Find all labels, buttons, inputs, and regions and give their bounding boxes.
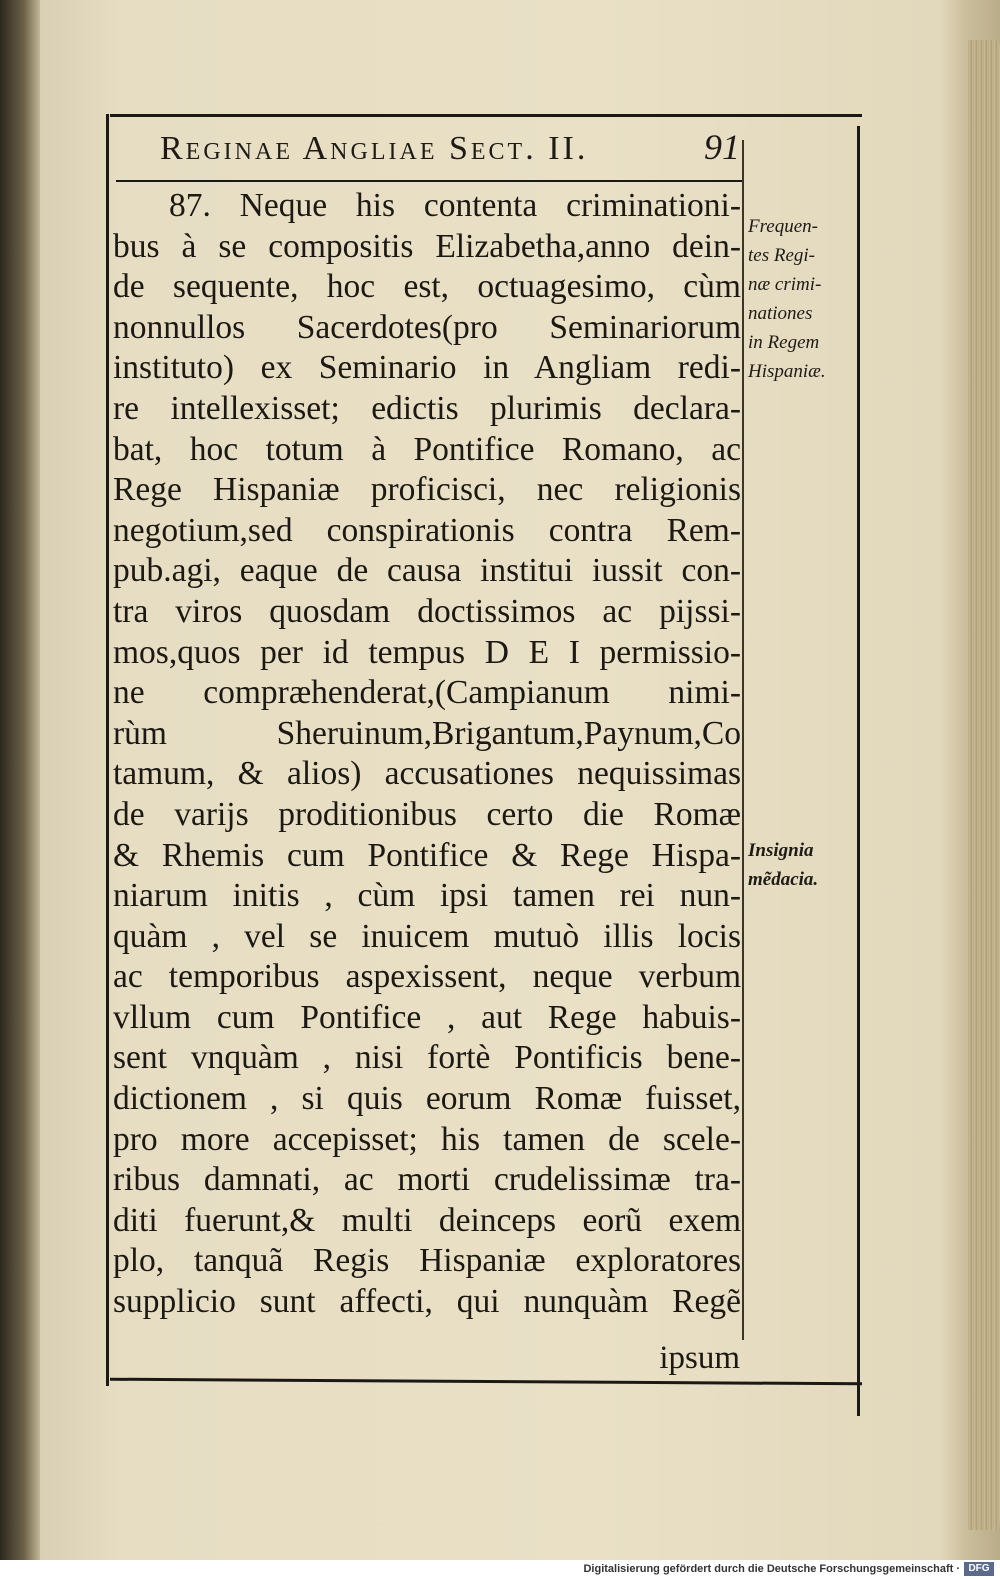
- margin-note-lies: [748, 836, 860, 894]
- text-line: diti fuerunt,& multi deinceps eorũ exem: [113, 1201, 741, 1239]
- text-line: & Rhemis cum Pontifice & Rege Hispa-: [113, 836, 741, 874]
- header-rule: [116, 180, 744, 182]
- text-line: ac temporibus aspexissent, neque verbum: [113, 958, 741, 996]
- text-line: tra viros quosdam doctissimos ac pijssi-: [113, 592, 741, 630]
- text-line: de sequente, hoc est, octuagesimo, cùm: [113, 268, 741, 306]
- text-line: sent vnquàm , nisi fortè Pontificis bene-: [113, 1039, 741, 1077]
- text-line: plo, tanquã Regis Hispaniæ exploratores: [113, 1242, 741, 1280]
- text-line: ribus damnati, ac morti crudelissimæ tra-: [113, 1161, 741, 1199]
- margin-note-line: tes Regi-: [748, 245, 816, 266]
- text-line: negotium,sed conspirationis contra Rem-: [113, 511, 741, 549]
- text-line: bus à se compositis Elizabetha,anno dein-: [113, 227, 741, 265]
- text-line: niarum initis , cùm ipsi tamen rei nun-: [113, 877, 741, 915]
- margin-note-accusations: [748, 212, 860, 386]
- frame-rule-top: [110, 114, 862, 117]
- text-line: supplicio sunt affecti, qui nunquàm Regẽ: [113, 1283, 741, 1321]
- left-page-edge: [0, 0, 40, 1560]
- page-number: 91: [704, 127, 740, 167]
- running-title: Reginae Angliae Sect. II.: [160, 130, 589, 167]
- running-head: [160, 126, 740, 174]
- frame-rule-left: [106, 114, 109, 1386]
- text-line: rùm Sheruinum,Brigantum,Paynum,Co: [113, 714, 741, 752]
- body-text: [113, 186, 741, 1323]
- text-line: tamum, & alios) accusationes nequissimas: [113, 755, 741, 793]
- text-line: nonnullos Sacerdotes(pro Seminariorum: [113, 308, 741, 346]
- page-stack-edge: [968, 40, 1000, 1530]
- margin-note-line: Frequen-: [748, 216, 818, 237]
- margin-note-line: næ crimi-: [748, 274, 822, 295]
- text-line: re intellexisset; edictis plurimis declara-: [113, 389, 741, 427]
- margin-note-line: Insignia: [748, 840, 814, 861]
- margin-note-line: mẽdacia.: [748, 869, 819, 890]
- margin-note-line: in Regem: [748, 332, 820, 353]
- text-line: quàm , vel se inuicem mutuò illis locis: [113, 917, 741, 955]
- text-line: bat, hoc totum à Pontifice Romano, ac: [113, 430, 741, 468]
- text-line: ne compræhenderat,(Campianum nimi-: [113, 674, 741, 712]
- dfg-logo: DFG: [964, 1562, 994, 1576]
- funding-credit: Digitalisierung gefördert durch die Deutsche Forschungsgemeinschaft ·: [583, 1563, 960, 1575]
- column-rule: [742, 140, 744, 1340]
- text-line: mos,quos per id tempus D E I permissio-: [113, 633, 741, 671]
- text-line: vllum cum Pontifice , aut Rege habuis-: [113, 998, 741, 1036]
- text-line: Rege Hispaniæ proficisci, nec religionis: [113, 471, 741, 509]
- text-line: instituto) ex Seminario in Angliam redi-: [113, 349, 741, 387]
- text-line: pub.agi, eaque de causa institui iussit con-: [113, 552, 741, 590]
- text-line: 87. Neque his contenta criminationi-: [169, 187, 741, 224]
- text-line: pro more accepisset; his tamen de scele-: [113, 1120, 741, 1158]
- text-line: de varijs proditionibus certo die Romæ: [113, 795, 741, 833]
- margin-note-line: Hispaniæ.: [748, 361, 826, 382]
- catchword: ipsum: [659, 1340, 740, 1376]
- text-line: dictionem , si quis eorum Romæ fuisset,: [113, 1080, 741, 1118]
- margin-note-line: nationes: [748, 303, 813, 324]
